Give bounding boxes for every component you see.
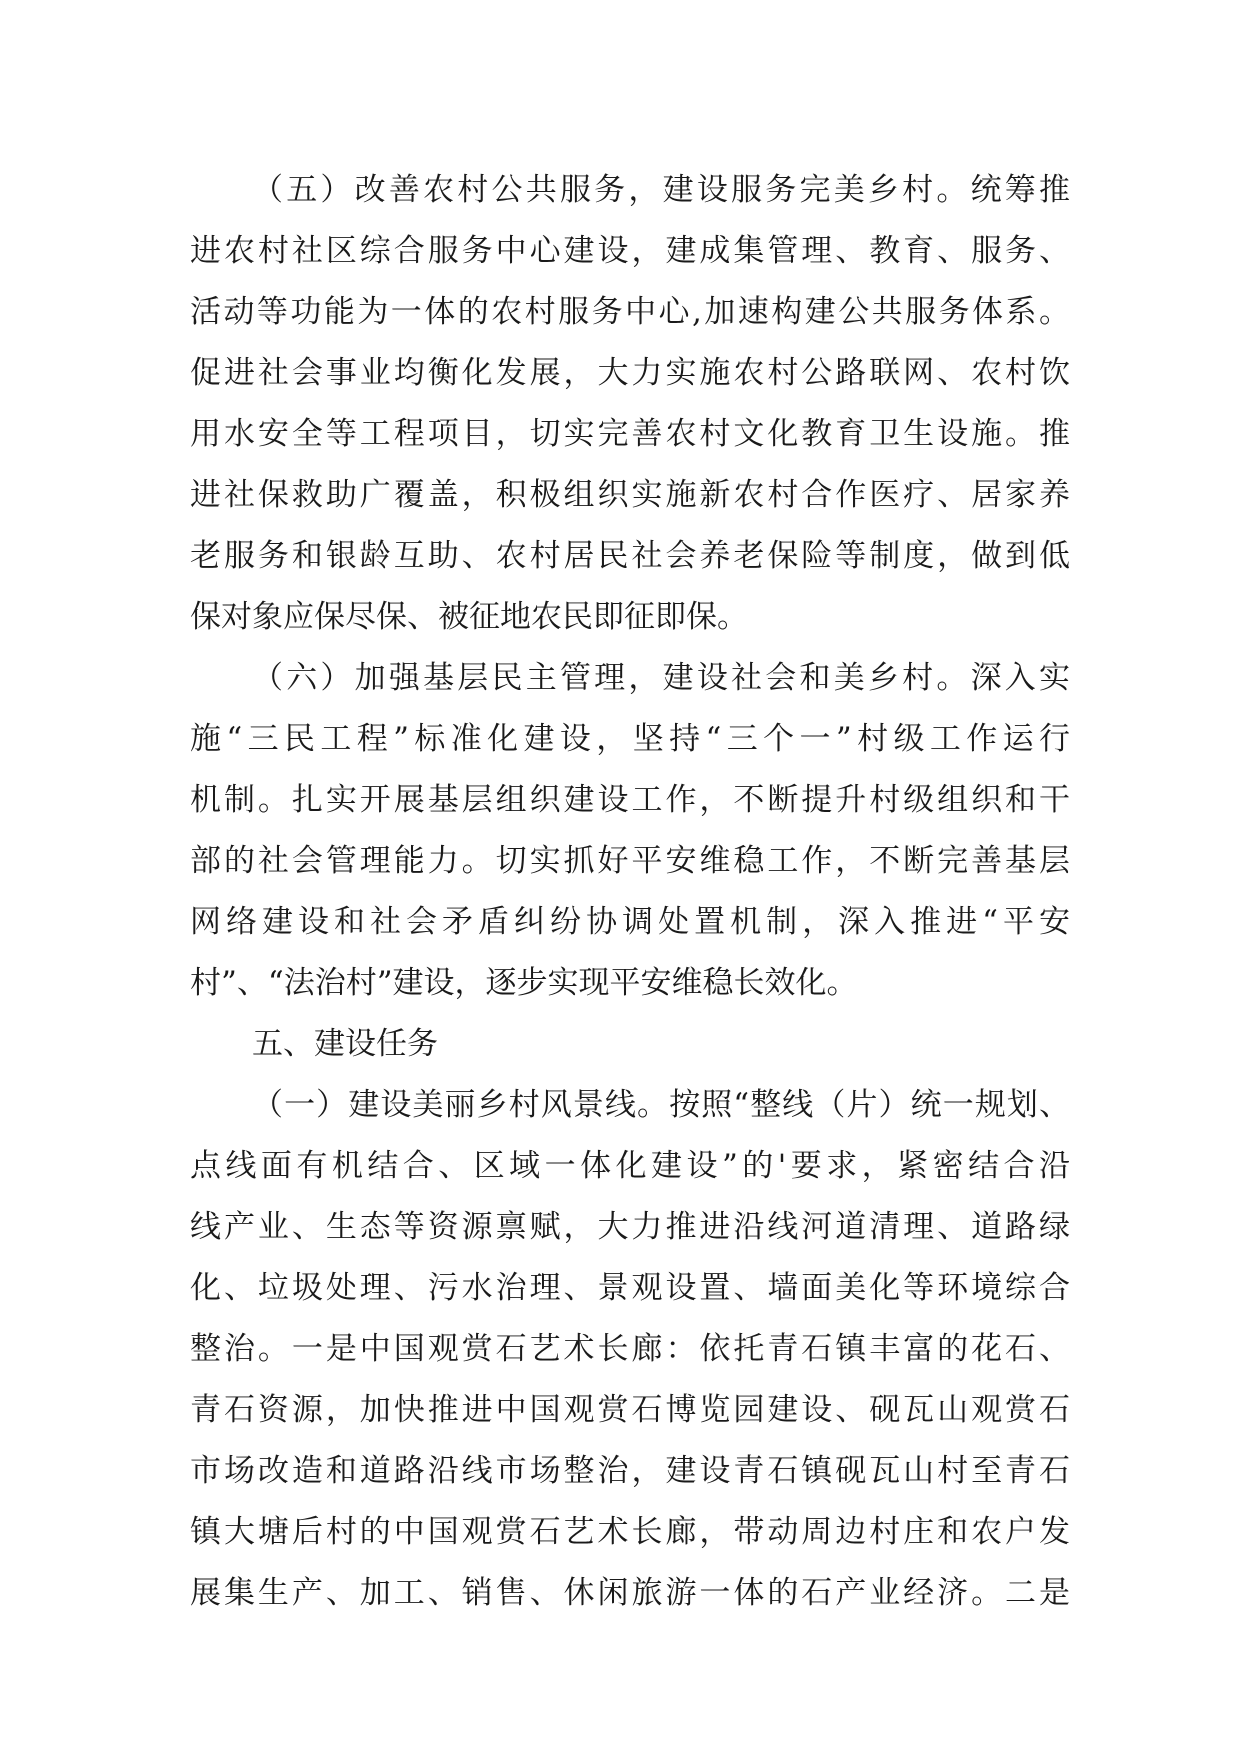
text-line: 机制。扎实开展基层组织建设工作，不断提升村级组织和干 (190, 782, 1070, 818)
text-line: 用水安全等工程项目，切实完善农村文化教育卫生设施。推 (190, 416, 1070, 452)
document-body (190, 160, 1070, 1624)
text-line: 保对象应保尽保、被征地农民即征即保。 (190, 599, 748, 635)
section-heading: 五、建设任务 (252, 1026, 438, 1062)
text-line: 活动等功能为一体的农村服务中心,加速构建公共服务体系。 (190, 294, 1070, 330)
text-line: 整治。一是中国观赏石艺术长廊：依托青石镇丰富的花石、 (190, 1331, 1070, 1367)
text-line: 市场改造和道路沿线市场整治，建设青石镇砚瓦山村至青石 (190, 1453, 1070, 1489)
text-line: 点线面有机结合、区域一体化建设”的'要求，紧密结合沿 (190, 1148, 1070, 1184)
text-line: 进社保救助广覆盖，积极组织实施新农村合作医疗、居家养 (190, 477, 1070, 513)
text-line: （五）改善农村公共服务，建设服务完美乡村。统筹推 (252, 172, 1070, 208)
text-line: 青石资源，加快推进中国观赏石博览园建设、砚瓦山观赏石 (190, 1392, 1070, 1428)
text-line: （六）加强基层民主管理，建设社会和美乡村。深入实 (252, 660, 1070, 696)
text-line: 展集生产、加工、销售、休闲旅游一体的石产业经济。二是 (190, 1575, 1070, 1611)
text-line: 部的社会管理能力。切实抓好平安维稳工作，不断完善基层 (190, 843, 1070, 879)
text-line: 镇大塘后村的中国观赏石艺术长廊，带动周边村庄和农户发 (190, 1514, 1070, 1550)
text-line: 村”、“法治村”建设，逐步实现平安维稳长效化。 (190, 965, 858, 1001)
text-line: （一）建设美丽乡村风景线。按照“整线（片）统一规划、 (252, 1087, 1070, 1123)
text-line: 化、垃圾处理、污水治理、景观设置、墙面美化等环境综合 (190, 1270, 1070, 1306)
text-line: 网络建设和社会矛盾纠纷协调处置机制，深入推进“平安 (190, 904, 1070, 940)
text-line: 促进社会事业均衡化发展，大力实施农村公路联网、农村饮 (190, 355, 1070, 391)
text-line: 施“三民工程”标准化建设，坚持“三个一”村级工作运行 (190, 721, 1070, 757)
text-line: 线产业、生态等资源禀赋，大力推进沿线河道清理、道路绿 (190, 1209, 1070, 1245)
text-line: 进农村社区综合服务中心建设，建成集管理、教育、服务、 (190, 233, 1070, 269)
text-line: 老服务和银龄互助、农村居民社会养老保险等制度，做到低 (190, 538, 1070, 574)
